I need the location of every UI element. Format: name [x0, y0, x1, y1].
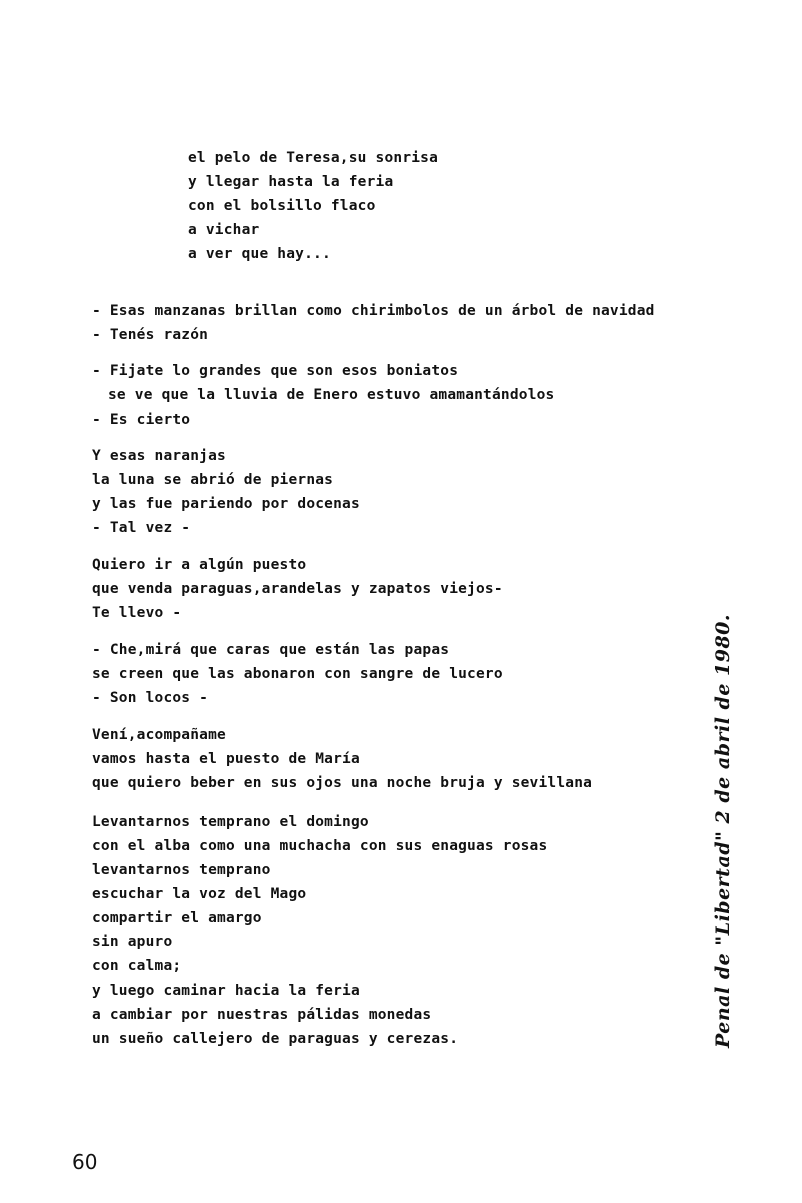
poem-line: se ve que la lluvia de Enero estuvo amamantándolos [108, 387, 555, 403]
poem-line: - Es cierto [92, 412, 191, 428]
poem-line: Vení,acompañame [92, 727, 226, 743]
poem-line: la luna se abrió de piernas [92, 472, 334, 488]
poem-line: escuchar la voz del Mago [92, 886, 307, 902]
poem-line: Y esas naranjas [92, 448, 226, 464]
poem-line: y llegar hasta la feria [188, 174, 394, 190]
poem-line: que quiero beber en sus ojos una noche bruja y sevillana [92, 775, 593, 791]
poem-line: un sueño callejero de paraguas y cerezas. [92, 1031, 459, 1047]
page-number: 60 [72, 1150, 98, 1174]
poem-line: con el bolsillo flaco [188, 198, 376, 214]
poem-line: con el alba como una muchacha con sus enaguas rosas [92, 838, 548, 854]
poem-line: compartir el amargo [92, 910, 262, 926]
poem-line: y luego caminar hacia la feria [92, 983, 360, 999]
poem-line: Quiero ir a algún puesto [92, 557, 307, 573]
poem-line: - Tenés razón [92, 327, 209, 343]
poem-line: que venda paraguas,arandelas y zapatos viejos- [92, 581, 503, 597]
poem-line: - Tal vez - [92, 520, 191, 536]
poem-line: - Fijate lo grandes que son esos boniatos [92, 363, 459, 379]
poem-line: - Esas manzanas brillan como chirimbolos de un árbol de navidad [92, 303, 655, 319]
poem-line: vamos hasta el puesto de María [92, 751, 360, 767]
poem-line: el pelo de Teresa,su sonrisa [188, 150, 439, 166]
poem-line: a cambiar por nuestras pálidas monedas [92, 1007, 432, 1023]
margin-note: Penal de "Libertad" 2 de abril de 1980. [712, 613, 734, 1048]
poem-line: Levantarnos temprano el domingo [92, 814, 369, 830]
poem-line: - Che,mirá que caras que están las papas [92, 642, 450, 658]
poem-line: sin apuro [92, 934, 173, 950]
poem-line: se creen que las abonaron con sangre de lucero [92, 666, 503, 682]
poem-line: con calma; [92, 958, 182, 974]
poem-line: a vichar [188, 222, 260, 238]
poem-line: Te llevo - [92, 605, 182, 621]
poem-line: - Son locos - [92, 690, 209, 706]
poem-line: levantarnos temprano [92, 862, 271, 878]
poem-line: y las fue pariendo por docenas [92, 496, 360, 512]
poem-line: a ver que hay... [188, 246, 331, 262]
